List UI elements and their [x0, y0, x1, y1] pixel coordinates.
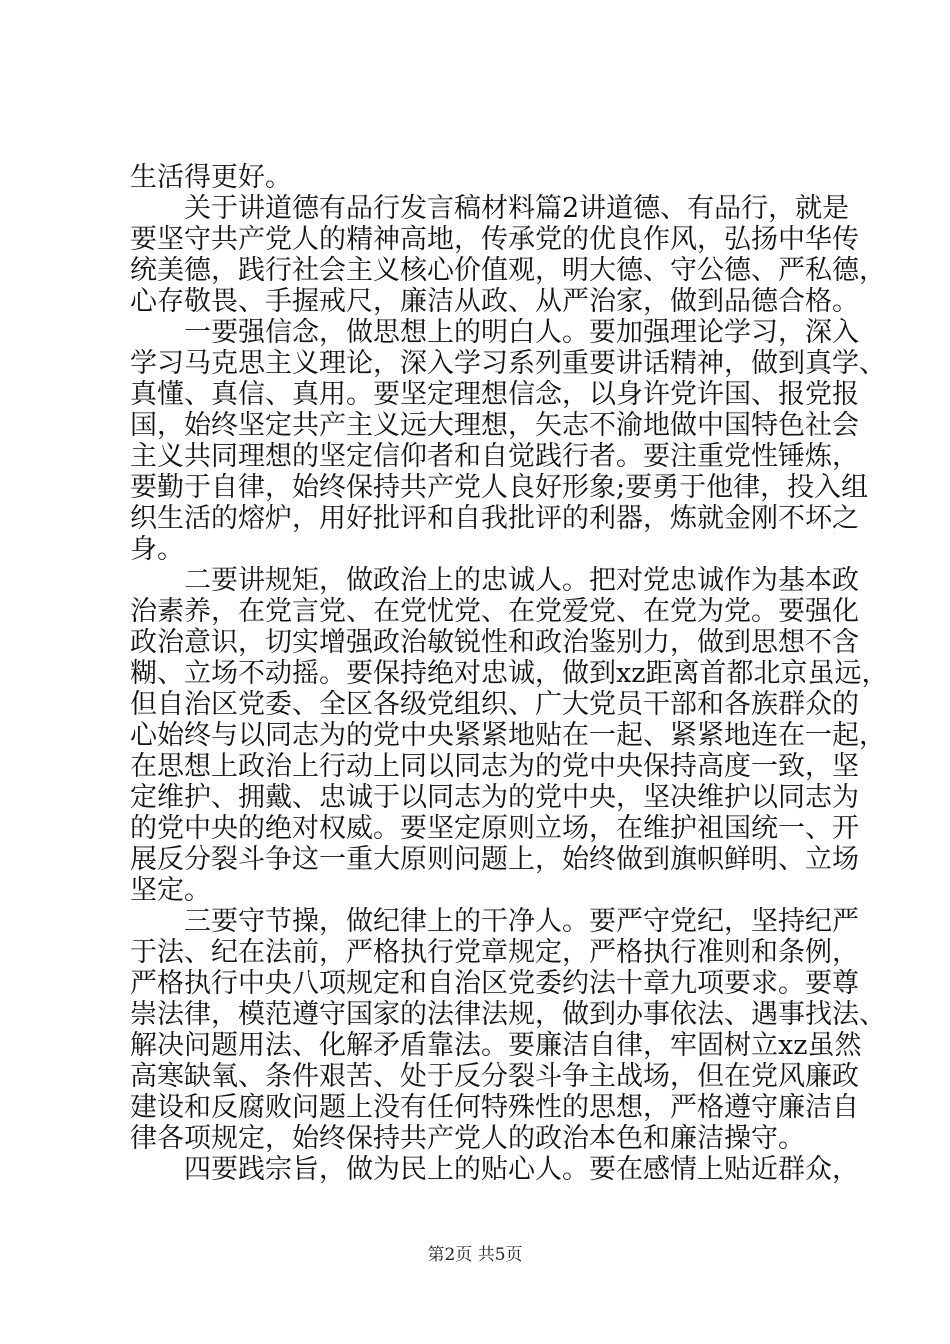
text-line: 建设和反腐败问题上没有任何特殊性的思想，严格遵守廉洁自	[130, 1092, 859, 1123]
text-line: 政治意识，切实增强政治敏锐性和政治鉴别力，做到思想不含	[130, 627, 859, 658]
text-line: 关于讲道德有品行发言稿材料篇2讲道德、有品行，就是	[184, 193, 850, 224]
text-line: 糊、立场不动摇。要保持绝对忠诚，做到xz距离首都北京虽远，	[130, 658, 889, 689]
text-line: 在思想上政治上行动上同以同志为的党中央保持高度一致，坚	[130, 751, 859, 782]
text-line: 心始终与以同志为的党中央紧紧地贴在一起、紧紧地连在一起，	[130, 720, 886, 751]
text-line: 崇法律，模范遵守国家的法律法规，做到办事依法、遇事找法、	[130, 999, 886, 1030]
document-body	[130, 162, 889, 1185]
text-line: 解决问题用法、化解矛盾靠法。要廉洁自律，牢固树立xz虽然	[130, 1030, 862, 1061]
text-line: 统美德，践行社会主义核心价值观，明大德、守公德、严私德，	[130, 255, 886, 286]
text-line: 心存敬畏、手握戒尺，廉洁从政、从严治家，做到品德合格。	[130, 286, 859, 317]
text-line: 学习马克思主义理论，深入学习系列重要讲话精神，做到真学、	[130, 348, 886, 379]
text-line: 于法、纪在法前，严格执行党章规定，严格执行准则和条例，	[130, 937, 859, 968]
text-line: 主义共同理想的坚定信仰者和自觉践行者。要注重党性锤炼，	[130, 441, 859, 472]
text-line: 坚定。	[130, 875, 211, 906]
text-line: 国，始终坚定共产主义远大理想，矢志不渝地做中国特色社会	[130, 410, 859, 441]
text-line: 要勤于自律，始终保持共产党人良好形象;要勇于他律，投入组	[130, 472, 869, 503]
text-line: 真懂、真信、真用。要坚定理想信念，以身许党许国、报党报	[130, 379, 859, 410]
text-line: 的党中央的绝对权威。要坚定原则立场，在维护祖国统一、开	[130, 813, 859, 844]
text-line: 但自治区党委、全区各级党组织、广大党员干部和各族群众的	[130, 689, 859, 720]
text-line: 展反分裂斗争这一重大原则问题上，始终做到旗帜鲜明、立场	[130, 844, 859, 875]
page-number-footer: 第2页 共5页	[427, 1245, 523, 1265]
text-line: 一要强信念，做思想上的明白人。要加强理论学习，深入	[184, 317, 859, 348]
text-line: 织生活的熔炉，用好批评和自我批评的利器，炼就金刚不坏之	[130, 503, 859, 534]
text-line: 高寒缺氧、条件艰苦、处于反分裂斗争主战场，但在党风廉政	[130, 1061, 859, 1092]
text-line: 身。	[130, 534, 184, 565]
text-line: 三要守节操，做纪律上的干净人。要严守党纪，坚持纪严	[184, 906, 859, 937]
text-line: 律各项规定，始终保持共产党人的政治本色和廉洁操守。	[130, 1123, 805, 1154]
text-line: 治素养，在党言党、在党忧党、在党爱党、在党为党。要强化	[130, 596, 859, 627]
text-line: 生活得更好。	[130, 162, 292, 193]
text-line: 四要践宗旨，做为民上的贴心人。要在感情上贴近群众，	[184, 1154, 859, 1185]
text-line: 二要讲规矩，做政治上的忠诚人。把对党忠诚作为基本政	[184, 565, 859, 596]
text-line: 严格执行中央八项规定和自治区党委约法十章九项要求。要尊	[130, 968, 859, 999]
text-line: 定维护、拥戴、忠诚于以同志为的党中央，坚决维护以同志为	[130, 782, 859, 813]
text-line: 要坚守共产党人的精神高地，传承党的优良作风，弘扬中华传	[130, 224, 859, 255]
